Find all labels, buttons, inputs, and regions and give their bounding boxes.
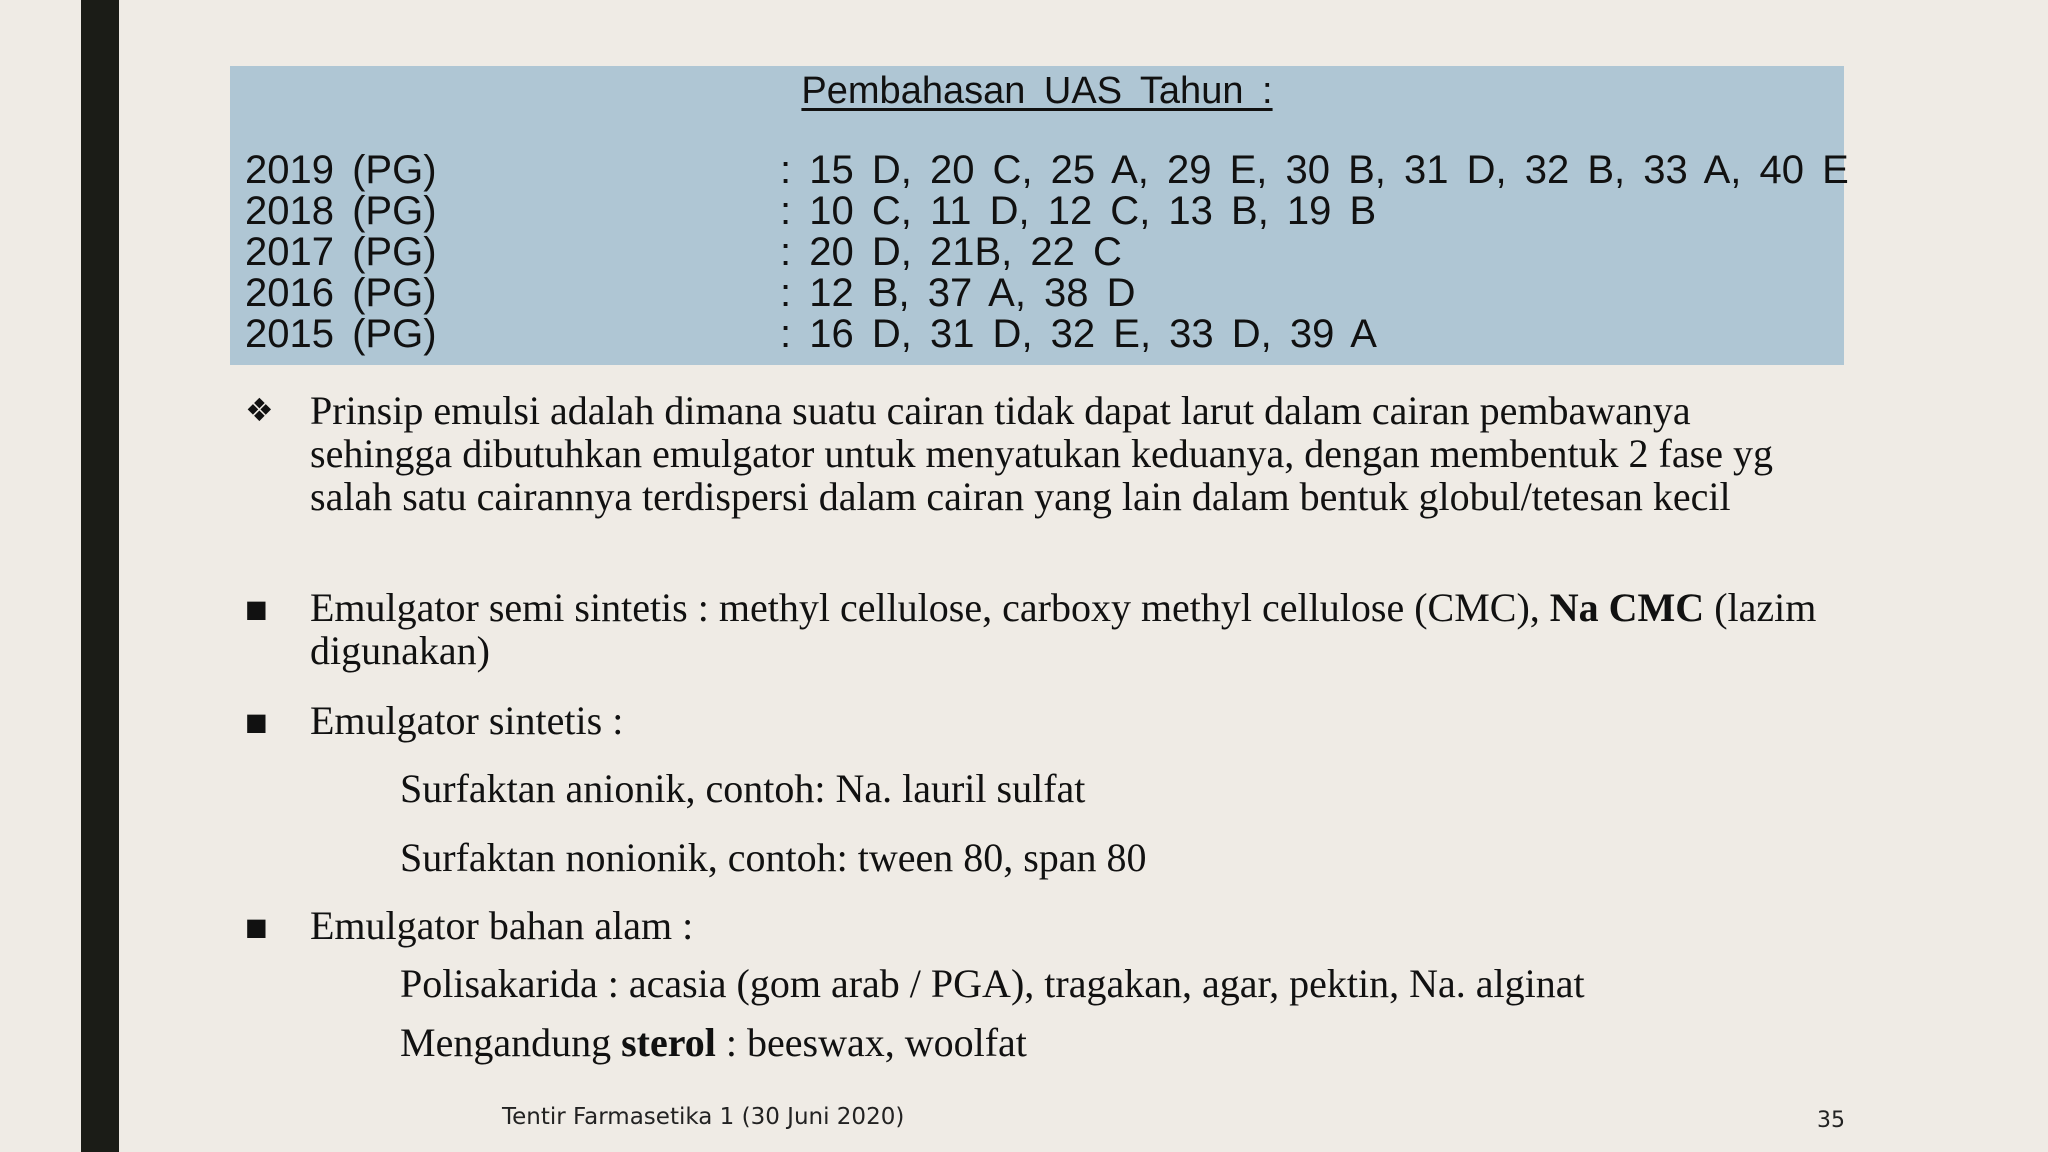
slide-footer: Tentir Farmasetika 1 (30 Juni 2020)	[502, 1104, 905, 1130]
semi-synthetic-text	[310, 586, 1830, 672]
answer-row-year: 2015 (PG)	[245, 312, 437, 356]
square-bullet-icon: ■	[245, 595, 268, 623]
natural-item-sterol-bold: sterol	[621, 1020, 716, 1065]
answer-row-answers: : 15 D, 20 C, 25 A, 29 E, 30 B, 31 D, 32 B, 33 A, 40 E	[780, 148, 1849, 192]
synthetic-item-nonionic: Surfaktan nonionik, contoh: tween 80, span 80	[400, 835, 1147, 880]
answer-row-answers: : 16 D, 31 D, 32 E, 33 D, 39 A	[780, 312, 1377, 356]
natural-item-sterol-tail: : beeswax, woolfat	[715, 1020, 1027, 1065]
natural-bullet	[245, 904, 1845, 947]
semi-synthetic-text-bold: Na CMC	[1549, 585, 1705, 630]
answer-row-year: 2018 (PG)	[245, 189, 437, 233]
answer-key-title: Pembahasan UAS Tahun :	[801, 70, 1273, 112]
principle-text: Prinsip emulsi adalah dimana suatu cairan tidak dapat larut dalam cairan pembawanya sehingga dibutuhkan emulgator untuk menyatukan keduanya, dengan membentuk 2 fase yg salah satu cairannya terdispersi dalam cairan yang lain dalam bentuk globul/tetesan kecil	[310, 388, 1773, 519]
synthetic-text: Emulgator sintetis :	[310, 698, 624, 743]
natural-text: Emulgator bahan alam :	[310, 903, 694, 948]
answer-row-answers: : 10 C, 11 D, 12 C, 13 B, 19 B	[780, 189, 1377, 233]
synthetic-item-anionic: Surfaktan anionik, contoh: Na. lauril sulfat	[400, 766, 1086, 811]
answer-row-year: 2016 (PG)	[245, 271, 437, 315]
left-accent-bar	[81, 0, 119, 1152]
natural-item-polysaccharide: Polisakarida : acasia (gom arab / PGA), tragakan, agar, pektin, Na. alginat	[400, 961, 1585, 1006]
answer-key-box	[230, 66, 1849, 365]
natural-item-sterol-lead: Mengandung	[400, 1020, 622, 1065]
answer-row-answers: : 12 B, 37 A, 38 D	[780, 271, 1136, 315]
semi-synthetic-text-tail: (lazim digunakan)	[310, 585, 1817, 673]
natural-item-sterol	[400, 1021, 1027, 1064]
answer-row-answers: : 20 D, 21B, 22 C	[780, 230, 1122, 274]
square-bullet-icon: ■	[245, 913, 268, 941]
semi-synthetic-text-main: Emulgator semi sintetis : methyl cellulose, carboxy methyl cellulose (CMC),	[310, 585, 1550, 630]
synthetic-bullet	[245, 699, 1845, 742]
principle-bullet	[245, 389, 1845, 518]
semi-synthetic-bullet	[245, 586, 1845, 672]
slide-page-number: 35	[1817, 1108, 1845, 1133]
answer-row-year: 2017 (PG)	[245, 230, 437, 274]
square-bullet-icon: ■	[245, 708, 268, 736]
answer-row-year: 2019 (PG)	[245, 148, 437, 192]
diamond-bullet-icon: ❖	[245, 391, 274, 429]
